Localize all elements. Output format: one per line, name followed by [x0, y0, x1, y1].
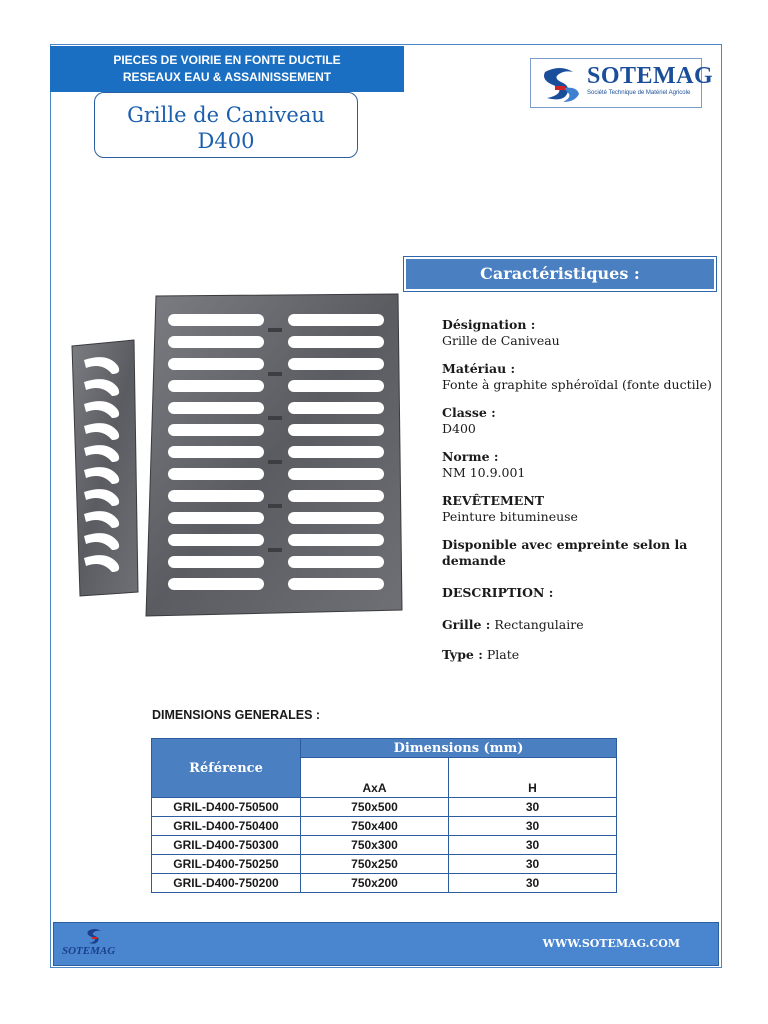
logo-subtitle: Société Technique de Matériel Agricole	[587, 90, 691, 96]
spec-material	[442, 361, 717, 393]
grille-value: Rectangulaire	[490, 617, 584, 632]
characteristics-heading-box	[403, 256, 717, 292]
characteristics-list	[442, 317, 717, 677]
footer-bar	[53, 922, 719, 966]
cell-reference: GRIL-D400-750200	[152, 874, 301, 893]
spec-value: NM 10.9.001	[442, 465, 526, 480]
cell-h: 30	[449, 836, 617, 855]
spec-value: Fonte à graphite sphéroïdal (fonte ductile)	[442, 377, 712, 392]
header-reference: Référence	[152, 739, 301, 798]
type-value: Plate	[482, 647, 520, 662]
cell-axa: 750x250	[301, 855, 449, 874]
company-logo	[530, 58, 714, 108]
cell-axa: 750x400	[301, 817, 449, 836]
product-title: Grille de Caniveau	[127, 103, 325, 127]
header-axa: AxA	[301, 758, 449, 798]
banner-line-2: RESEAUX EAU & ASSAINISSEMENT	[122, 70, 332, 84]
spec-label: REVÊTEMENT	[442, 493, 545, 508]
grille-label: Grille :	[442, 617, 491, 632]
spec-description	[442, 585, 717, 601]
table-row	[152, 817, 617, 836]
spec-value: Grille de Caniveau	[442, 333, 560, 348]
table-row	[152, 798, 617, 817]
product-photo	[68, 290, 406, 620]
sotemag-footer-logo-icon	[84, 927, 106, 945]
spec-norm	[442, 449, 717, 481]
product-class-title: D400	[197, 129, 255, 153]
spec-label: Norme :	[442, 449, 499, 464]
spec-designation	[442, 317, 717, 349]
logo-name: SOTEMAG	[587, 63, 714, 89]
spec-type	[442, 647, 717, 663]
table-row	[152, 874, 617, 893]
website-link[interactable]: WWW.SOTEMAG.COM	[542, 937, 680, 950]
sotemag-logo-icon	[537, 64, 583, 104]
cell-reference: GRIL-D400-750300	[152, 836, 301, 855]
availability-text: Disponible avec empreinte selon la demande	[442, 537, 688, 568]
type-label: Type :	[442, 647, 483, 662]
cell-reference: GRIL-D400-750250	[152, 855, 301, 874]
spec-availability	[442, 537, 717, 569]
dimensions-title: DIMENSIONS GENERALES :	[152, 708, 321, 722]
cell-h: 30	[449, 798, 617, 817]
header-h: H	[449, 758, 617, 798]
header-dimensions: Dimensions (mm)	[301, 739, 617, 758]
table-row	[152, 855, 617, 874]
banner-line-1: PIECES DE VOIRIE EN FONTE DUCTILE	[113, 53, 341, 67]
cell-reference: GRIL-D400-750400	[152, 817, 301, 836]
footer-logo-name: SOTEMAG	[62, 945, 116, 957]
cell-axa: 750x300	[301, 836, 449, 855]
header-banner	[50, 46, 404, 92]
cell-h: 30	[449, 874, 617, 893]
spec-label: Classe :	[442, 405, 496, 420]
cell-h: 30	[449, 817, 617, 836]
cell-axa: 750x200	[301, 874, 449, 893]
spec-label: Matériau :	[442, 361, 516, 376]
table-header-row	[152, 739, 617, 758]
product-title-box	[94, 92, 358, 158]
description-label: DESCRIPTION :	[442, 585, 554, 600]
cell-h: 30	[449, 855, 617, 874]
dimensions-table	[151, 738, 617, 893]
table-row	[152, 836, 617, 855]
spec-coating	[442, 493, 717, 525]
cell-reference: GRIL-D400-750500	[152, 798, 301, 817]
spec-label: Désignation :	[442, 317, 536, 332]
spec-value: D400	[442, 421, 476, 436]
spec-class	[442, 405, 717, 437]
spec-value: Peinture bitumineuse	[442, 509, 578, 524]
characteristics-heading: Caractéristiques :	[406, 259, 714, 289]
spec-grille	[442, 617, 717, 633]
cell-axa: 750x500	[301, 798, 449, 817]
